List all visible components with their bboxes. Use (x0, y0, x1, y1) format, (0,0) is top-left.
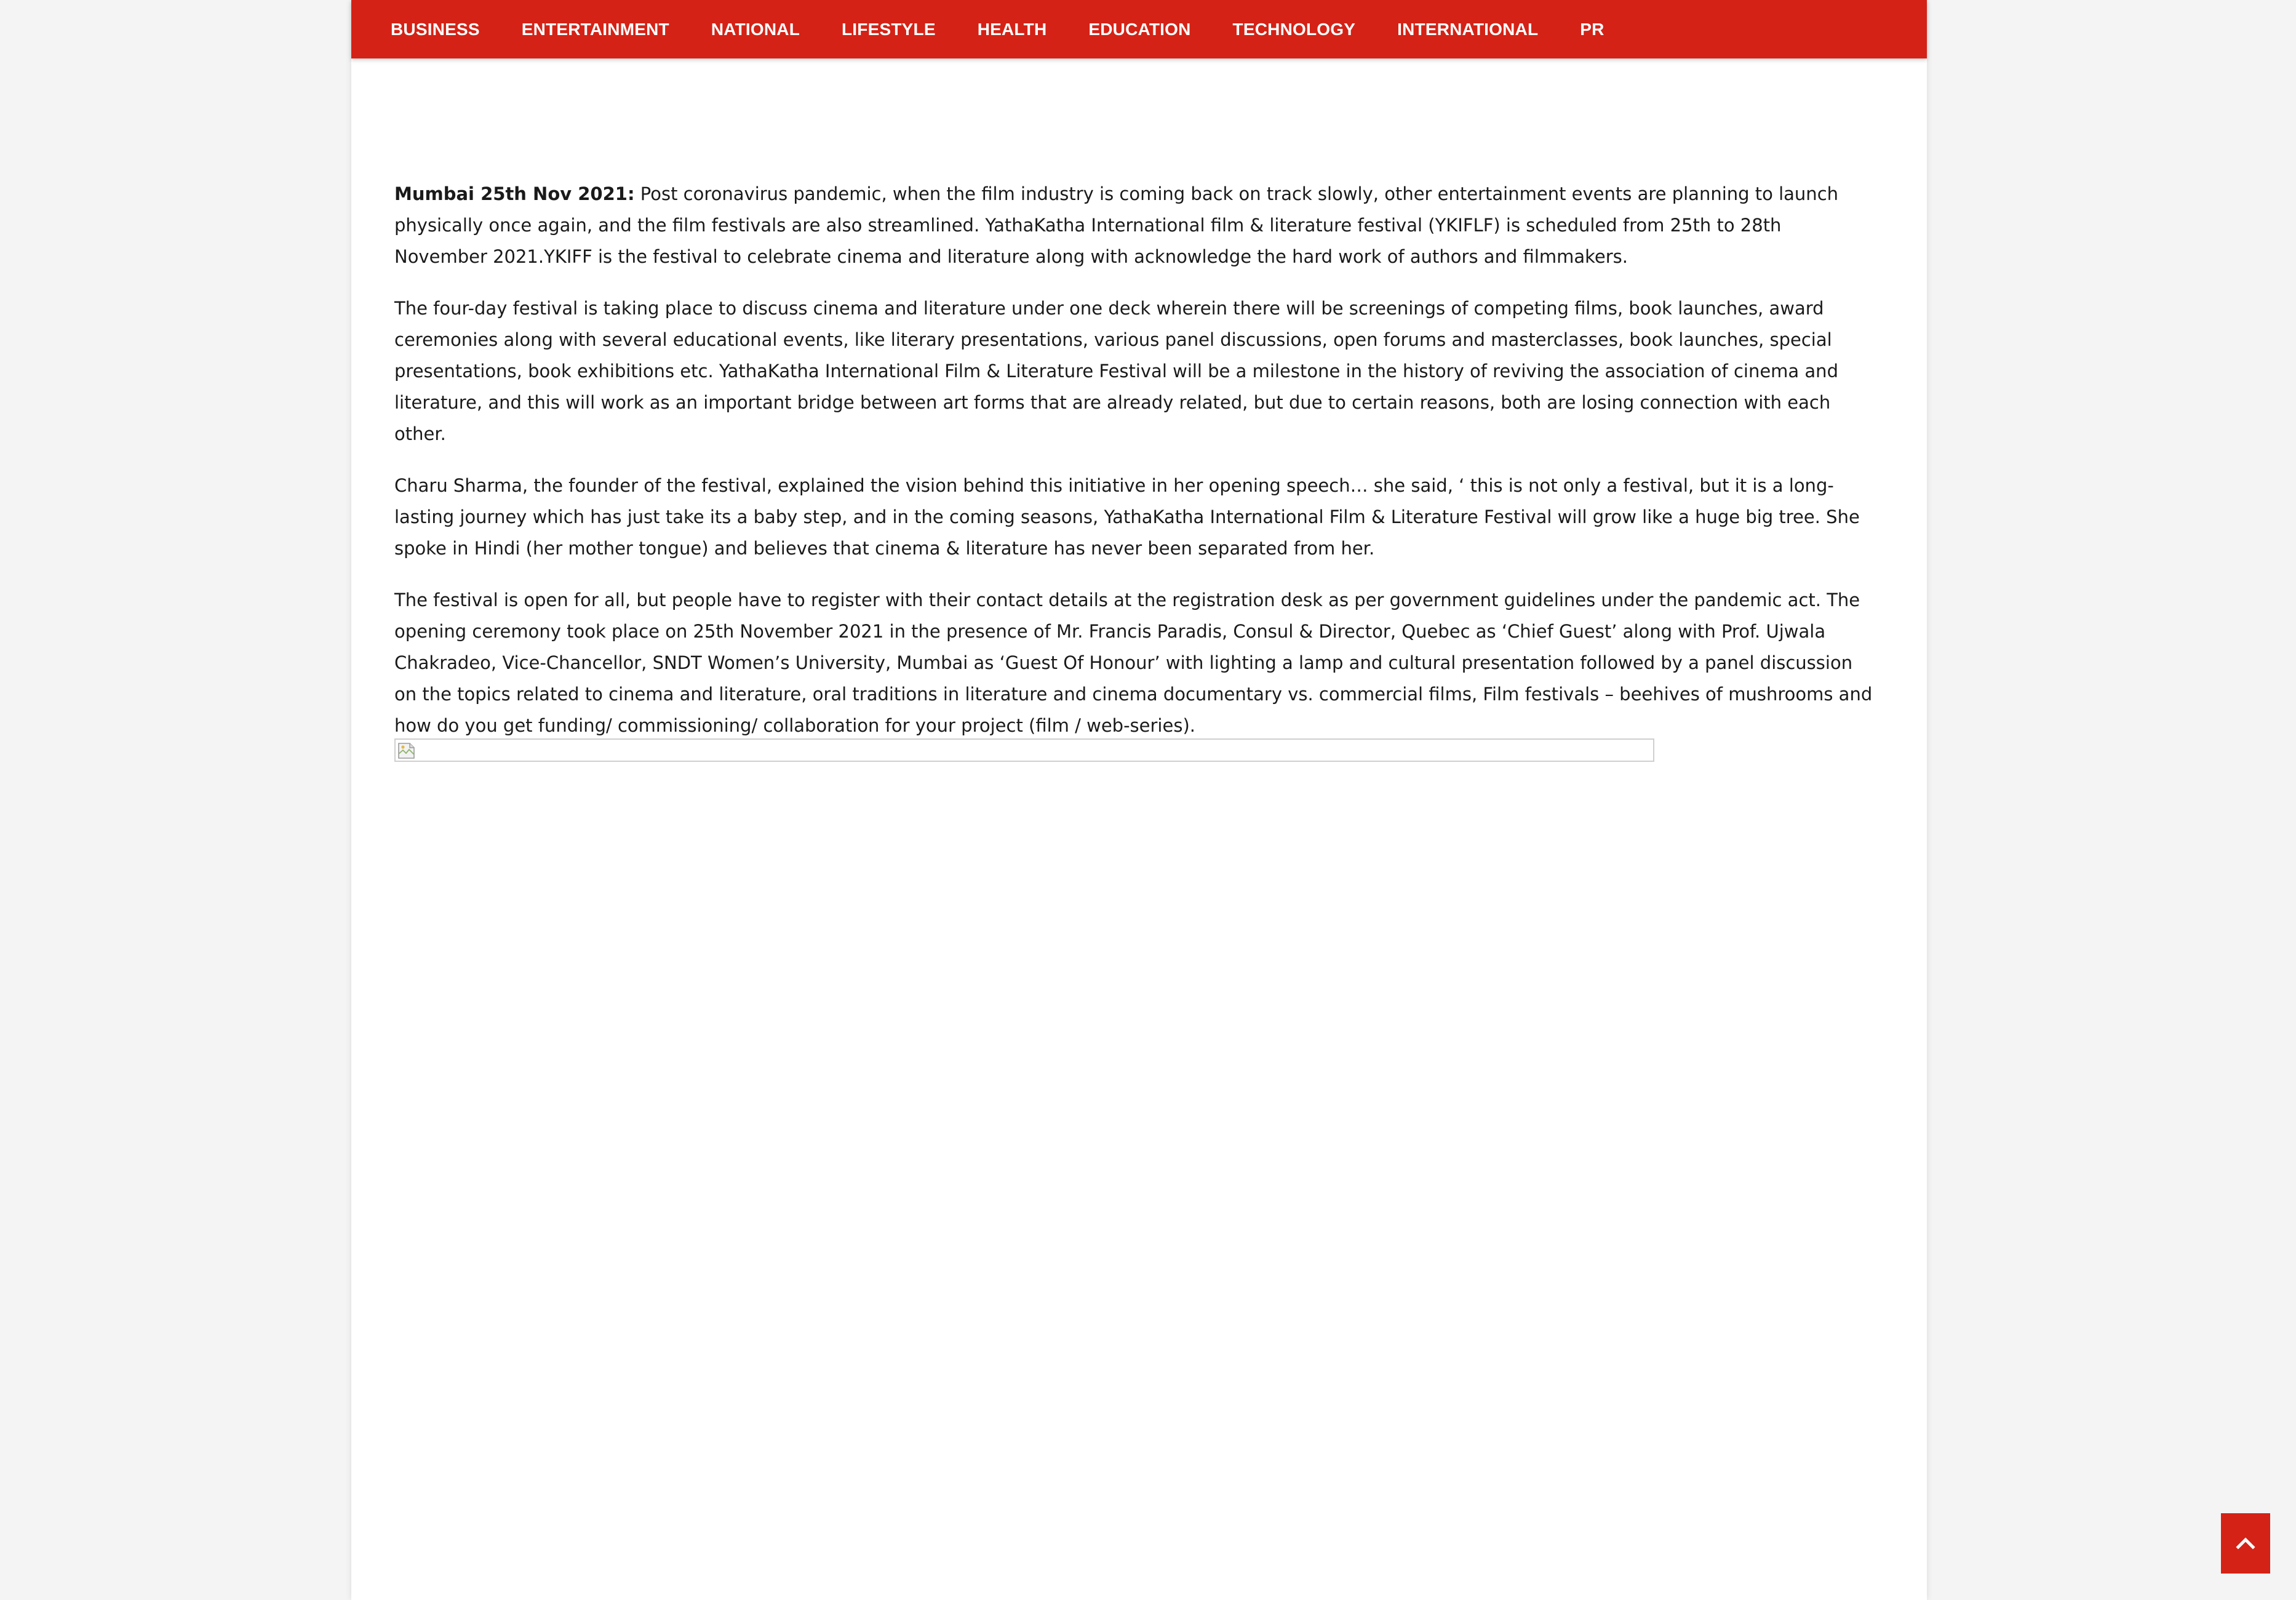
nav-item-technology[interactable]: TECHNOLOGY (1232, 19, 1356, 39)
nav-item-entertainment[interactable]: ENTERTAINMENT (521, 19, 669, 39)
chevron-up-icon (2233, 1531, 2258, 1556)
article-paragraph-3: Charu Sharma, the founder of the festival, explained the vision behind this initiative in her opening speech… she said, ‘ this is not only a festival, but it is a long-lasting journey which has just take its a baby step, and in the coming seasons, YathaKatha International Film & Literature Festival will grow like a huge big tree. She spoke in Hindi (her mother tongue) and believes that cinema & literature has never been separated from her. (394, 475, 1860, 559)
article-paragraph-1 (394, 178, 1877, 273)
scroll-to-top-button[interactable] (2221, 1513, 2270, 1574)
article-dateline: Mumbai 25th Nov 2021: (394, 183, 635, 204)
nav-item-national[interactable]: NATIONAL (711, 19, 800, 39)
main-navigation (351, 0, 1927, 58)
nav-item-business[interactable]: BUSINESS (391, 19, 480, 39)
nav-item-pr[interactable]: PR (1580, 19, 1604, 39)
article-paragraph-4: The festival is open for all, but people have to register with their contact details at the registration desk as per government guidelines under the pandemic act. The opening ceremony took place on 25th November 2021 in the presence of Mr. Francis Paradis, Consul & Director, Quebec as ‘Chief Guest’ along with Prof. Ujwala Chakradeo, Vice-Chancellor, SNDT Women’s University, Mumbai as ‘Guest Of Honour’ with lighting a lamp and cultural presentation followed by a panel discussion on the topics related to cinema and literature, oral traditions in literature and cinema documentary vs. commercial films, Film festivals – beehives of mushrooms and how do you get funding/ commissioning/ collaboration for your project (film / web-series). (394, 590, 1873, 736)
article-paragraph-2: The four-day festival is taking place to discuss cinema and literature under one deck wherein there will be screenings of competing films, book launches, award ceremonies along with several educational events, like literary presentations, various panel discussions, open forums and masterclasses, book launches, special presentations, book exhibitions etc. YathaKatha International Film & Literature Festival will be a milestone in the history of reviving the association of cinema and literature, and this will work as an important bridge between art forms that are already related, but due to certain reasons, both are losing connection with each other. (394, 298, 1838, 444)
nav-item-lifestyle[interactable]: LIFESTYLE (842, 19, 936, 39)
nav-item-education[interactable]: EDUCATION (1088, 19, 1191, 39)
page-container (351, 0, 1927, 1600)
article-paragraph-1-text: Post coronavirus pandemic, when the film industry is coming back on track slowly, other entertainment events are planning to launch physically once again, and the film festivals are also streamlined. YathaKatha International film & literature festival (YKIFLF) is scheduled from 25th to 28th November 2021.YKIFF is the festival to celebrate cinema and literature along with acknowledge the hard work of authors and filmmakers. (394, 183, 1839, 267)
nav-item-international[interactable]: INTERNATIONAL (1397, 19, 1539, 39)
article-image-placeholder (394, 738, 1654, 762)
article-body (394, 178, 1877, 762)
broken-image-icon (397, 742, 416, 760)
nav-item-health[interactable]: HEALTH (977, 19, 1047, 39)
